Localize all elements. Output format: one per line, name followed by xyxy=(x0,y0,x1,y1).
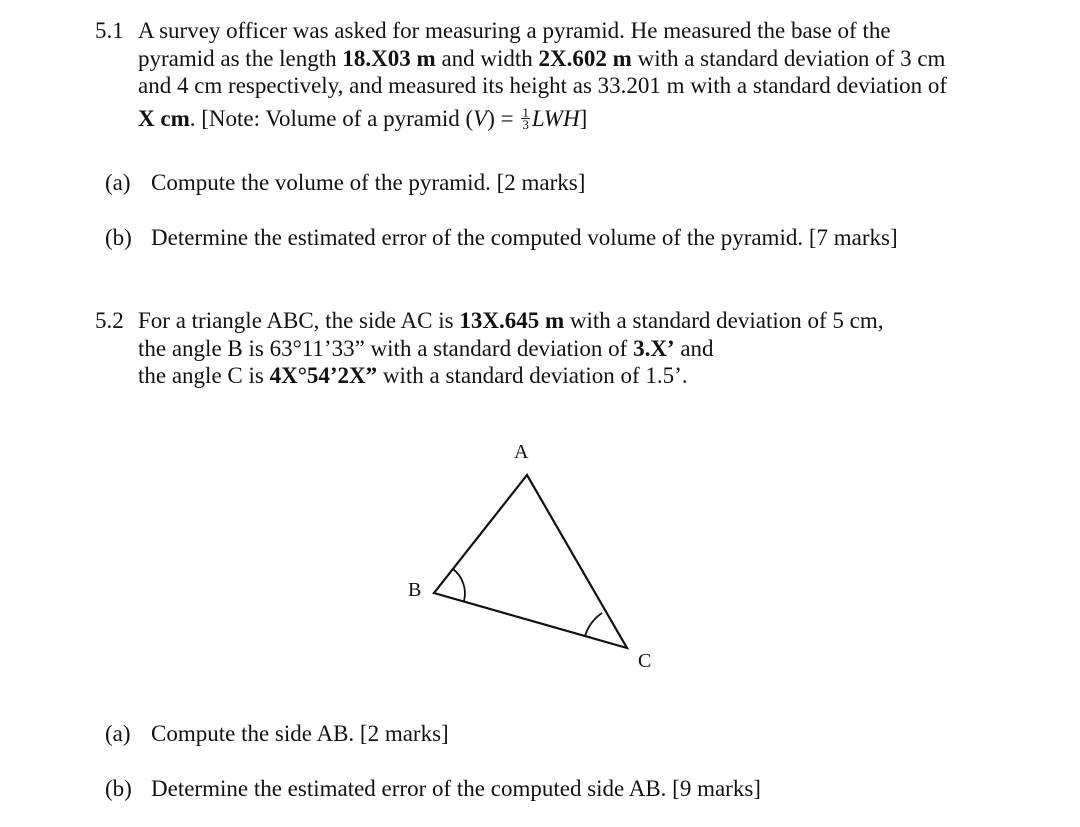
q52-line3-text-b: with a standard deviation of 1.5’. xyxy=(377,363,688,388)
q51-line2-text-a: pyramid as the length xyxy=(138,46,343,71)
vertex-label-c: C xyxy=(638,650,652,672)
q51-line2-text-c: with a standard deviation of 3 cm xyxy=(631,46,946,71)
vertex-label-a: A xyxy=(514,441,529,463)
q51-equals: ) = xyxy=(487,106,520,131)
q51-volume-symbol: V xyxy=(473,106,488,131)
q52-line2-text-a: the angle B is 63°11’33” with a standard deviation of xyxy=(138,336,634,361)
q51-bracket-close: ] xyxy=(579,106,588,131)
q52-line2 xyxy=(138,336,714,362)
q52-line3-text-a: the angle C is xyxy=(138,363,270,388)
q51-fraction xyxy=(521,105,530,133)
q51-line2-text-b: and width xyxy=(435,46,539,71)
triangle-diagram xyxy=(390,430,670,675)
q51-length-value: 18.X03 m xyxy=(342,46,436,71)
q52-part-b-text: Determine the estimated error of the computed side AB. [9 marks] xyxy=(151,776,761,801)
q52-side-ac-value: 13X.645 m xyxy=(459,308,565,333)
q52-line3 xyxy=(138,363,688,389)
q51-height-sd: X cm xyxy=(138,106,190,131)
q51-line3: and 4 cm respectively, and measured its height as 33.201 m with a standard deviation of xyxy=(138,73,948,98)
q51-part-a-text: Compute the volume of the pyramid. [2 marks] xyxy=(151,170,586,195)
q51-formula: LWH xyxy=(531,106,580,131)
vertex-label-b: B xyxy=(408,579,422,601)
q52-angle-c-value: 4X°54’2X” xyxy=(269,363,378,388)
q51-note-text: . [Note: Volume of a pyramid ( xyxy=(189,106,474,131)
q51-width-value: 2X.602 m xyxy=(538,46,632,71)
q51-fraction-denominator: 3 xyxy=(522,117,529,133)
q51-part-b-label: (b) xyxy=(105,225,132,250)
q51-part-b-text: Determine the estimated error of the computed volume of the pyramid. [7 marks] xyxy=(151,225,898,250)
q52-part-a-label: (a) xyxy=(105,721,131,746)
q51-number: 5.1 xyxy=(95,18,124,43)
triangle-abc xyxy=(434,475,627,648)
q52-number: 5.2 xyxy=(95,308,124,333)
q52-line1-text-b: with a standard deviation of 5 cm, xyxy=(564,308,884,333)
q52-part-a-text: Compute the side AB. [2 marks] xyxy=(151,721,449,746)
q52-angle-b-sd: 3.X’ xyxy=(633,336,675,361)
q52-part-b-label: (b) xyxy=(105,776,132,801)
q51-line1: A survey officer was asked for measuring a pyramid. He measured the base of the xyxy=(138,18,891,43)
angle-c-arc xyxy=(585,613,602,636)
q51-line2 xyxy=(138,46,945,72)
q52-line1-text-a: For a triangle ABC, the side AC is xyxy=(138,308,460,333)
q51-part-a-label: (a) xyxy=(105,170,131,195)
q51-line4 xyxy=(138,106,587,132)
q52-line2-text-b: and xyxy=(674,336,714,361)
q52-line1 xyxy=(138,308,884,334)
q51-fraction-numerator: 1 xyxy=(522,105,529,121)
angle-b-arc xyxy=(453,569,465,601)
